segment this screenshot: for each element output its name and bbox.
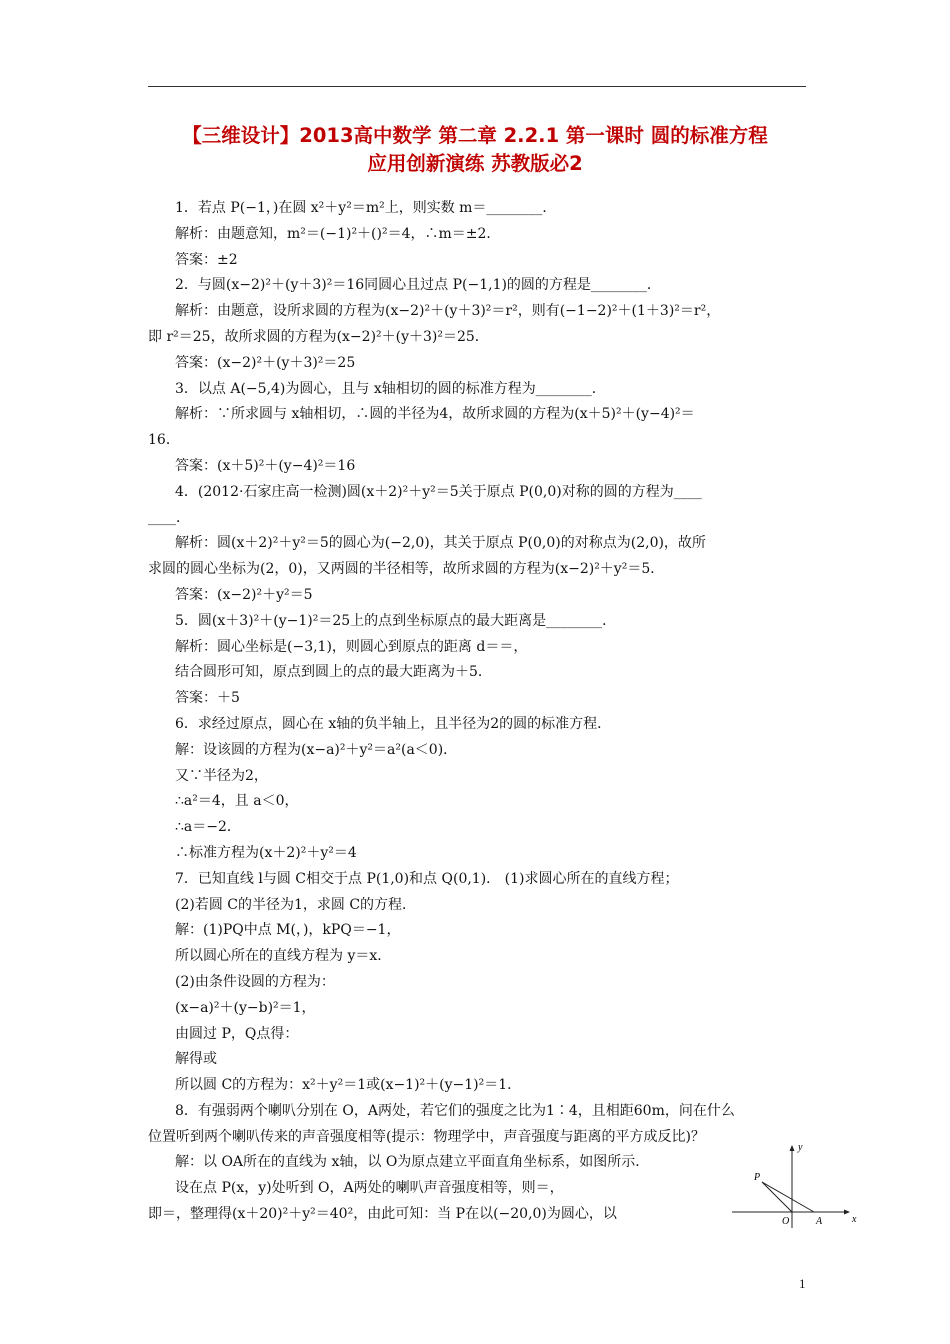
point-a-label: A [816, 1216, 823, 1227]
text-line: ____． [148, 509, 190, 526]
text-line: 设在点 P(x，y)处听到 O，A两处的喇叭声音强度相等，则＝， [175, 1180, 564, 1197]
text-line: 求圆的圆心坐标为(2，0)，又两圆的半径相等，故所求圆的方程为(x−2)²＋y²＝5． [148, 561, 665, 578]
text-line: 答案：＋5 [175, 690, 240, 707]
document-title-line1: 【三维设计】2013高中数学 第二章 2.2.1 第一课时 圆的标准方程 [182, 124, 768, 147]
y-axis-label: y [798, 1142, 803, 1153]
origin-label: O [782, 1216, 790, 1227]
text-line: 4．(2012·石家庄高一检测)圆(x＋2)²＋y²＝5关于原点 P(0,0)对称的圆的方程为____ [175, 483, 702, 500]
text-line: 解析：圆心坐标是(−3,1)，则圆心到原点的距离 d＝＝， [175, 638, 528, 655]
text-line: 1．若点 P(−1，)在圆 x²＋y²＝m²上，则实数 m＝________． [175, 200, 557, 216]
text-line: 答案：(x＋5)²＋(y−4)²＝16 [175, 457, 356, 474]
text-line: 7．已知直线 l与圆 C相交于点 P(1,0)和点 Q(0,1)． (1)求圆心所在的直线方程； [175, 870, 679, 887]
text-line: 解：以 OA所在的直线为 x轴，以 O为原点建立平面直角坐标系，如图所示． [175, 1154, 650, 1171]
text-line: 解析：圆(x＋2)²＋y²＝5的圆心为(−2,0)，其关于原点 P(0,0)的对称点为(2,0)，故所 [175, 535, 706, 552]
text-line: 解：(1)PQ中点 M(，)，kPQ＝−1， [175, 922, 401, 939]
text-line: 8．有强弱两个喇叭分别在 O，A两处，若它们的强度之比为1∶4，且相距60m，问在什么 [175, 1102, 735, 1119]
text-line: (2)若圆 C的半径为1，求圆 C的方程． [175, 896, 417, 913]
text-line: (x−a)²＋(y−b)²＝1， [175, 999, 316, 1016]
document-body [148, 196, 808, 1228]
y-axis-arrow [790, 1145, 795, 1151]
text-line: 2．与圆(x−2)²＋(y＋3)²＝16同圆心且过点 P(−1,1)的圆的方程是________． [175, 277, 661, 294]
text-line: ∴标准方程为(x＋2)²＋y²＝4 [175, 844, 357, 861]
text-line: 答案：±2 [175, 251, 238, 268]
text-line: 解析：由题意知，m²＝(−1)²＋()²＝4，∴m＝±2． [175, 225, 501, 242]
text-line: 即 r²＝25，故所求圆的方程为(x−2)²＋(y＋3)²＝25． [148, 328, 489, 345]
text-line: 解得或 [175, 1051, 217, 1068]
text-line: 又∵半径为2， [175, 767, 268, 784]
x-axis-label: x [852, 1214, 857, 1225]
text-line: ∴a＝−2． [175, 819, 241, 836]
text-line: 3．以点 A(−5,4)为圆心，且与 x轴相切的圆的标准方程为________． [175, 380, 606, 397]
text-line: 答案：(x−2)²＋y²＝5 [175, 586, 313, 603]
text-line: 即＝，整理得(x＋20)²＋y²＝40²，由此可知：当 P在以(−20,0)为圆心，以 [148, 1206, 617, 1223]
header-rule [148, 86, 806, 87]
text-line: 解析：由题意，设所求圆的方程为(x−2)²＋(y＋3)²＝r²，则有(−1−2)²＋(1＋3)²＝r²， [175, 303, 721, 320]
coordinate-figure [732, 1138, 862, 1230]
text-line: 答案：(x−2)²＋(y＋3)²＝25 [175, 354, 356, 371]
point-p-label: P [754, 1172, 761, 1183]
text-line: 由圆过 P，Q点得： [175, 1025, 299, 1042]
text-line: 6．求经过原点，圆心在 x轴的负半轴上，且半径为2的圆的标准方程． [175, 715, 612, 732]
x-axis-arrow [844, 1210, 850, 1215]
text-line: 解：设该圆的方程为(x−a)²＋y²＝a²(a＜0)． [175, 741, 458, 758]
text-line: 解析：∵所求圆与 x轴相切，∴圆的半径为4，故所求圆的方程为(x＋5)²＋(y−4)²＝ [175, 406, 695, 423]
text-line: 16． [148, 432, 180, 449]
text-line: (2)由条件设圆的方程为： [175, 973, 335, 990]
text-line: 结合圆形可知，原点到圆上的点的最大距离为＋5． [175, 664, 492, 681]
document-title-line2: 应用创新演练 苏教版必2 [367, 152, 583, 175]
text-line: ∴a²＝4，且 a＜0， [175, 793, 299, 810]
page-number: 1 [799, 1276, 806, 1291]
text-line: 所以圆心所在的直线方程为 y＝x． [175, 948, 392, 965]
text-line: 所以圆 C的方程为：x²＋y²＝1或(x−1)²＋(y−1)²＝1． [175, 1077, 522, 1094]
text-line: 5．圆(x＋3)²＋(y−1)²＝25上的点到坐标原点的最大距离是________． [175, 612, 617, 629]
text-line: 位置听到两个喇叭传来的声音强度相等(提示：物理学中，声音强度与距离的平方成反比)？ [148, 1128, 705, 1145]
